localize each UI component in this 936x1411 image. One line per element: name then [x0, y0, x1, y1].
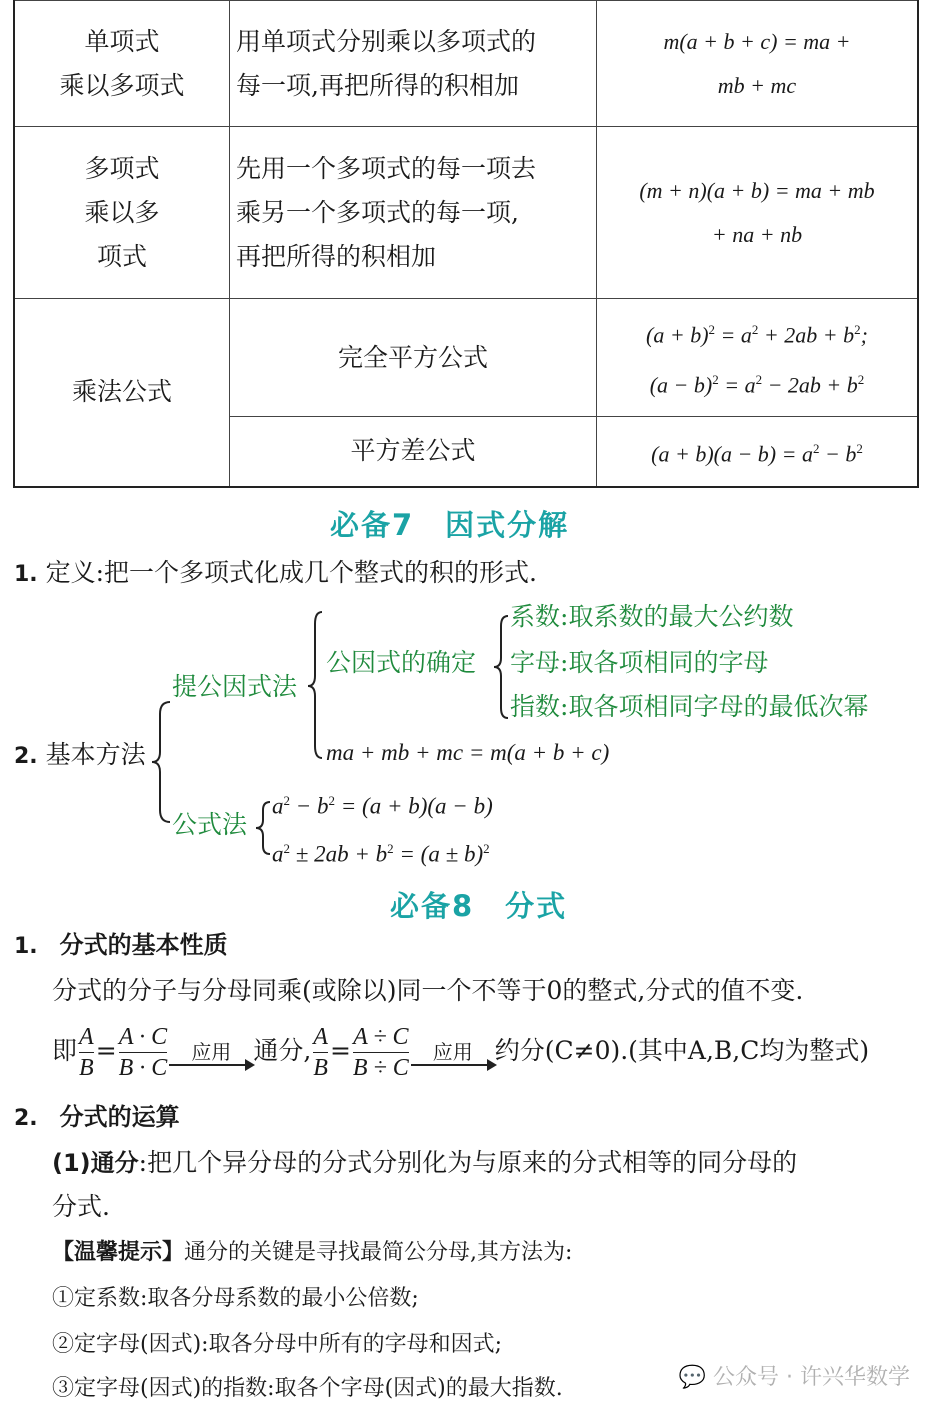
exp-line [510, 690, 868, 724]
cell-text: 多项式 [84, 153, 160, 183]
table-cell-name [14, 127, 230, 299]
tongfen-def-line [52, 1146, 797, 1180]
step-line: ①定系数:取各分母系数的最小公倍数; [52, 1286, 419, 1311]
table-cell-name [14, 1, 230, 127]
property-title: 分式的基本性质 [59, 931, 228, 959]
tongfen-text: 通分, [253, 1036, 312, 1065]
table-cell-name: 乘法公式 [14, 299, 230, 487]
formula-text: + na + nb [711, 221, 803, 247]
letter-line [510, 646, 768, 680]
operations-title-line [14, 1100, 180, 1136]
coef-text: :取系数的最大公约数 [560, 602, 794, 631]
fraction: $\frac{A \div C}{B \div C}$ [352, 1024, 409, 1081]
step-line: ③定字母(因式)的指数:取各个字母(因式)的最大指数. [52, 1376, 563, 1401]
factor-formula: ma + mb + mc = m(a + b + c) [326, 740, 610, 765]
exp-label: 指数 [510, 692, 561, 721]
tip-line [52, 1236, 572, 1270]
formula-text: $(a + b)^2 = a^2 + 2ab + b^2$; [646, 322, 868, 348]
coef-line [510, 600, 793, 634]
fraction: $\frac{A}{B}$ [313, 1024, 328, 1081]
brace-icon [306, 610, 326, 760]
apply-label: 应用 [191, 1039, 232, 1064]
fraction: $\frac{A}{B}$ [79, 1024, 94, 1081]
arrow-icon [411, 1040, 495, 1066]
fraction: $\frac{A \cdot C}{B \cdot C}$ [118, 1024, 168, 1081]
perfect-square: $a^2 \pm 2ab + b^2 = (a \pm b)^2$ [272, 841, 490, 867]
tongfen-def: :把几个异分母的分式分别化为与原来的分式相等的同分母的 [138, 1148, 798, 1177]
table-cell-formula [597, 1, 919, 127]
operations-title: 分式的运算 [59, 1103, 180, 1131]
definition-line [14, 556, 537, 592]
table-cell-formula [597, 299, 919, 417]
brace-icon [492, 614, 512, 720]
watermark [679, 1360, 910, 1391]
multiplication-rules-table [13, 0, 919, 488]
step-line: ②定字母(因式):取各分母中所有的字母和因式; [52, 1332, 502, 1357]
exp-text: :取各项相同字母的最低次幂 [560, 692, 869, 721]
table-cell-formula [597, 127, 919, 299]
cell-text: 乘以多 [84, 197, 160, 227]
watermark-text: 公众号 · 许兴华数学 [713, 1365, 910, 1390]
cell-text: 乘以多项式 [59, 70, 185, 100]
table-cell-rule [230, 127, 597, 299]
property-formula: 即 $\frac{A}{B}$ = $\frac{A \cdot C}{B \cdot C}$ 应用 通分, $\frac{A}{B}$ = $\frac{A \div C}{B \div C}$ 应用 约分(C≠0).(其中A,B,C均为整式) [52, 1024, 870, 1081]
letter-label: 字母 [510, 648, 561, 677]
tip-label: 【温馨提示】 [52, 1240, 185, 1265]
cell-text: 单项式 [84, 26, 160, 56]
table-cell-rule [230, 1, 597, 127]
formula-text: $(a - b)^2 = a^2 - 2ab + b^2$ [649, 371, 865, 397]
brace-icon [150, 700, 174, 824]
property-text: 分式的分子与分母同乘(或除以)同一个不等于0的整式,分式的值不变. [52, 976, 804, 1005]
item-number: 2. [14, 1106, 38, 1131]
cell-text: 再把所得的积相加 [236, 241, 437, 271]
item-number: 1. [14, 562, 38, 587]
methods-label: 基本方法 [45, 740, 146, 769]
difference-of-squares: $a^2 - b^2 = (a + b)(a - b)$ [272, 793, 493, 819]
cell-text: 每一项,再把所得的积相加 [236, 70, 519, 100]
brace-icon [254, 800, 274, 856]
item-number: 2. [14, 744, 38, 769]
table-cell-rule: 平方差公式 [230, 417, 597, 487]
definition-text: 定义:把一个多项式化成几个整式的积的形式. [45, 558, 537, 587]
apply-label: 应用 [432, 1039, 473, 1064]
methods-line [14, 738, 146, 774]
tongfen-label: (1)通分 [52, 1149, 139, 1177]
arrow-icon [169, 1040, 253, 1066]
table-cell-formula [597, 417, 919, 487]
cell-text: 乘另一个多项式的每一项, [236, 197, 519, 227]
formula-text: $(a + b)(a - b) = a^2 - b^2$ [651, 440, 863, 466]
tongfen-def-cont: 分式. [52, 1192, 110, 1221]
section-heading: 必备7 因式分解 [330, 508, 570, 542]
method-label: 提公因式法 [172, 672, 298, 701]
ji-text: 即 [52, 1036, 78, 1065]
formula-text: (m + n)(a + b) = ma + mb [639, 177, 875, 203]
table-row [14, 127, 918, 299]
table-cell-rule: 完全平方公式 [230, 299, 597, 417]
formula-text: mb + mc [717, 72, 797, 98]
cell-text: 项式 [96, 241, 147, 271]
property-title-line [14, 928, 228, 964]
cell-text: 先用一个多项式的每一项去 [236, 153, 537, 183]
section-heading: 必备8 分式 [390, 889, 568, 923]
yuefen-text: 约分(C≠0).(其中A,B,C均为整式) [494, 1036, 870, 1065]
determine-label: 公因式的确定 [326, 648, 477, 677]
coef-label: 系数 [510, 602, 561, 631]
letter-text: :取各项相同的字母 [560, 648, 769, 677]
item-number: 1. [14, 934, 38, 959]
table-row [14, 299, 918, 417]
table-row [14, 1, 918, 127]
wechat-icon: 💬 [678, 1365, 707, 1390]
formula-text: m(a + b + c) = ma + [663, 28, 851, 54]
cell-text: 用单项式分别乘以多项式的 [236, 26, 537, 56]
tip-text: 通分的关键是寻找最简公分母,其方法为: [184, 1240, 573, 1265]
method-label: 公式法 [172, 810, 248, 839]
